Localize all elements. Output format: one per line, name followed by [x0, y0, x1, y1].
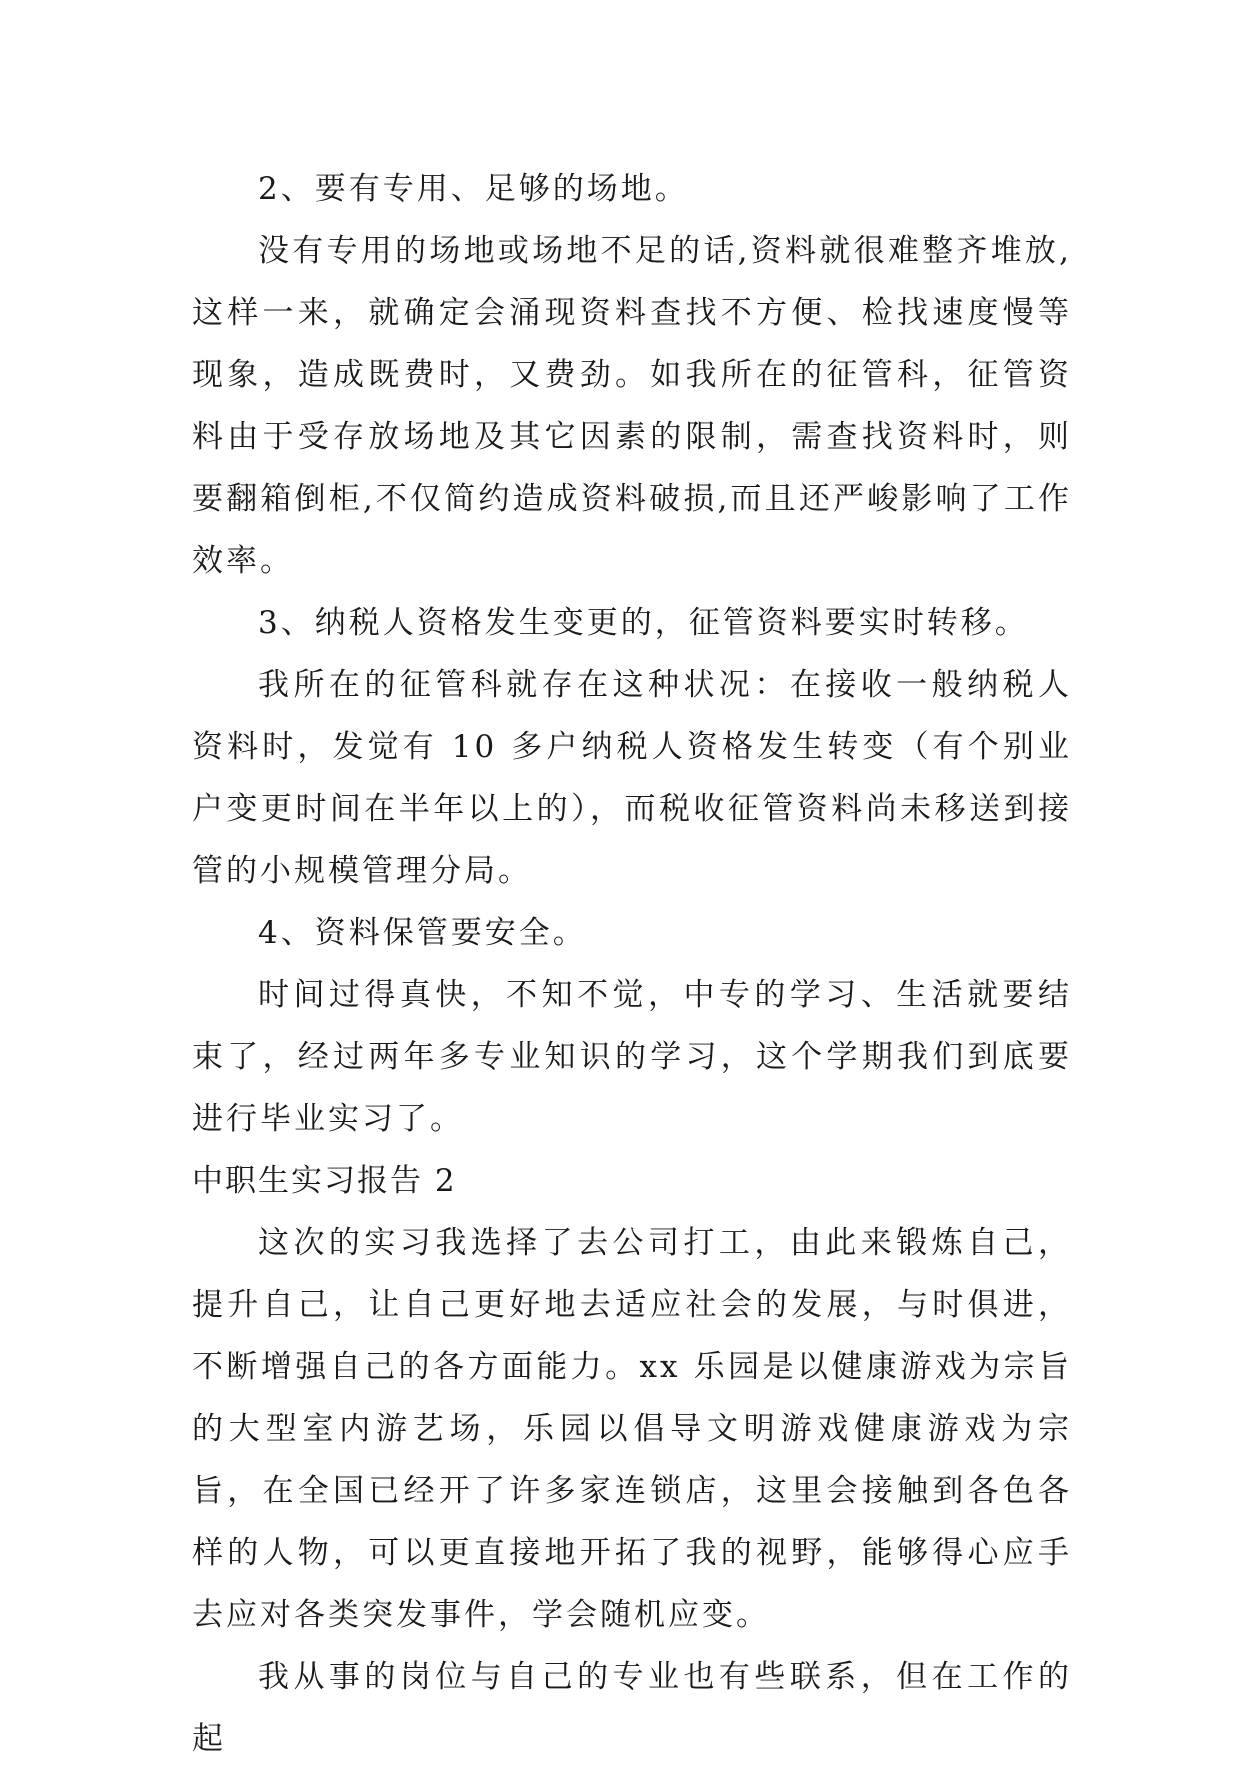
paragraph-internship: 这次的实习我选择了去公司打工，由此来锻炼自己，提升自己，让自己更好地去适应社会的发展，与时俱进，不断增强自己的各方面能力。xx 乐园是以健康游戏为宗旨的大型室内游艺场，乐园以倡导文明游戏健康游戏为宗旨，在全国已经开了许多家连锁店，这里会接触到各色各样的人物，可以更直接地开拓了我的视野，能够得心应手去应对各类突发事件，学会随机应变。: [192, 1225, 1072, 1633]
document-body: [192, 158, 1072, 1770]
paragraph-venue: 没有专用的场地或场地不足的话,资料就很难整齐堆放,这样一来，就确定会涌现资料查找不方便、检找速度慢等现象，造成既费时，又费劲。如我所在的征管科，征管资料由于受存放场地及其它因素的限制，需查找资料时，则要翻箱倒柜,不仅简约造成资料破损,而且还严峻影响了工作效率。: [192, 233, 1072, 579]
paragraph-item-3: 3、纳税人资格发生变更的，征管资料要实时转移。: [258, 605, 1029, 641]
paragraph-position: 我从事的岗位与自己的专业也有些联系，但在工作的起: [192, 1659, 1072, 1757]
paragraph-time: 时间过得真快，不知不觉，中专的学习、生活就要结束了，经过两年多专业知识的学习，这个学期我们到底要进行毕业实习了。: [192, 977, 1072, 1137]
paragraph-item-4: 4、资料保管要安全。: [258, 915, 587, 951]
paragraph-item-2: 2、要有专用、足够的场地。: [258, 171, 689, 207]
section-heading: 中职生实习报告 2: [192, 1163, 457, 1199]
paragraph-transfer: 我所在的征管科就存在这种状况：在接收一般纳税人资料时，发觉有 10 多户纳税人资格发生转变（有个别业户变更时间在半年以上的），而税收征管资料尚未移送到接管的小规模管理分局。: [192, 667, 1072, 889]
